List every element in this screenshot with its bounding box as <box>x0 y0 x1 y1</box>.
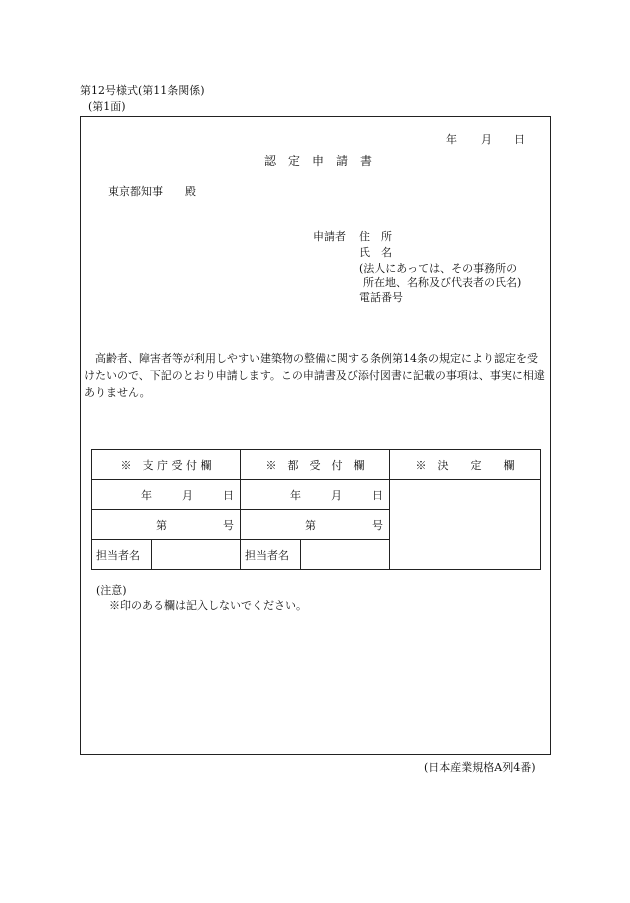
branch-reception-header-label: ※ 支 庁 受 付 欄 <box>120 458 212 472</box>
applicant-note-line2: 所在地、名称及び代表者の氏名) <box>363 276 522 289</box>
metro-person-value <box>301 540 390 570</box>
applicant-address-label: 住 所 <box>359 230 392 243</box>
metro-reception-header <box>241 450 390 480</box>
branch-date-cell <box>92 480 241 510</box>
decision-header-label: ※ 決 定 欄 <box>415 458 515 472</box>
applicant-name-label: 氏 名 <box>359 246 392 259</box>
metro-date-year: 年 <box>290 488 301 502</box>
branch-date-month: 月 <box>182 488 193 502</box>
date-year-label: 年 <box>446 133 457 146</box>
branch-person-value <box>152 540 241 570</box>
branch-reception-header <box>92 450 241 480</box>
branch-date-year: 年 <box>141 488 152 502</box>
form-frame <box>80 116 551 755</box>
notes-title: (注意) <box>96 584 127 597</box>
metro-number-cell <box>241 510 390 540</box>
date-day-label: 日 <box>514 133 525 146</box>
date-month-label: 月 <box>481 133 492 146</box>
paper-size-note: (日本産業規格A列4番) <box>424 761 536 774</box>
metro-number-suffix: 号 <box>372 518 383 532</box>
branch-number-suffix: 号 <box>223 518 234 532</box>
decision-cell <box>390 480 541 570</box>
branch-number-cell <box>92 510 241 540</box>
page-label: (第1面) <box>88 100 126 113</box>
form-title: 認 定 申 請 書 <box>264 154 373 168</box>
branch-date-day: 日 <box>223 488 234 502</box>
metro-date-month: 月 <box>331 488 342 502</box>
notes-text: ※印のある欄は記入しないでください。 <box>109 599 307 612</box>
decision-header <box>390 450 541 480</box>
applicant-phone-label: 電話番号 <box>359 291 403 304</box>
branch-number-prefix: 第 <box>156 518 167 532</box>
metro-date-cell <box>241 480 390 510</box>
metro-reception-header-label: ※ 都 受 付 欄 <box>265 458 365 472</box>
reception-table <box>91 449 541 570</box>
applicant-note-line1: (法人にあっては、その事務所の <box>359 262 518 275</box>
application-statement: 高齢者、障害者等が利用しやすい建築物の整備に関する条例第14条の規定により認定を受けたいので、下記のとおり申請します。この申請書及び添付図書に記載の事項は、事実に相違ありません。 <box>84 352 545 399</box>
metro-date-day: 日 <box>372 488 383 502</box>
branch-person-label: 担当者名 <box>92 540 152 570</box>
addressee: 東京都知事 殿 <box>108 185 196 198</box>
applicant-label: 申請者 <box>313 230 346 243</box>
metro-person-label: 担当者名 <box>241 540 301 570</box>
form-number: 第12号様式(第11条関係) <box>80 84 205 97</box>
metro-number-prefix: 第 <box>305 518 316 532</box>
